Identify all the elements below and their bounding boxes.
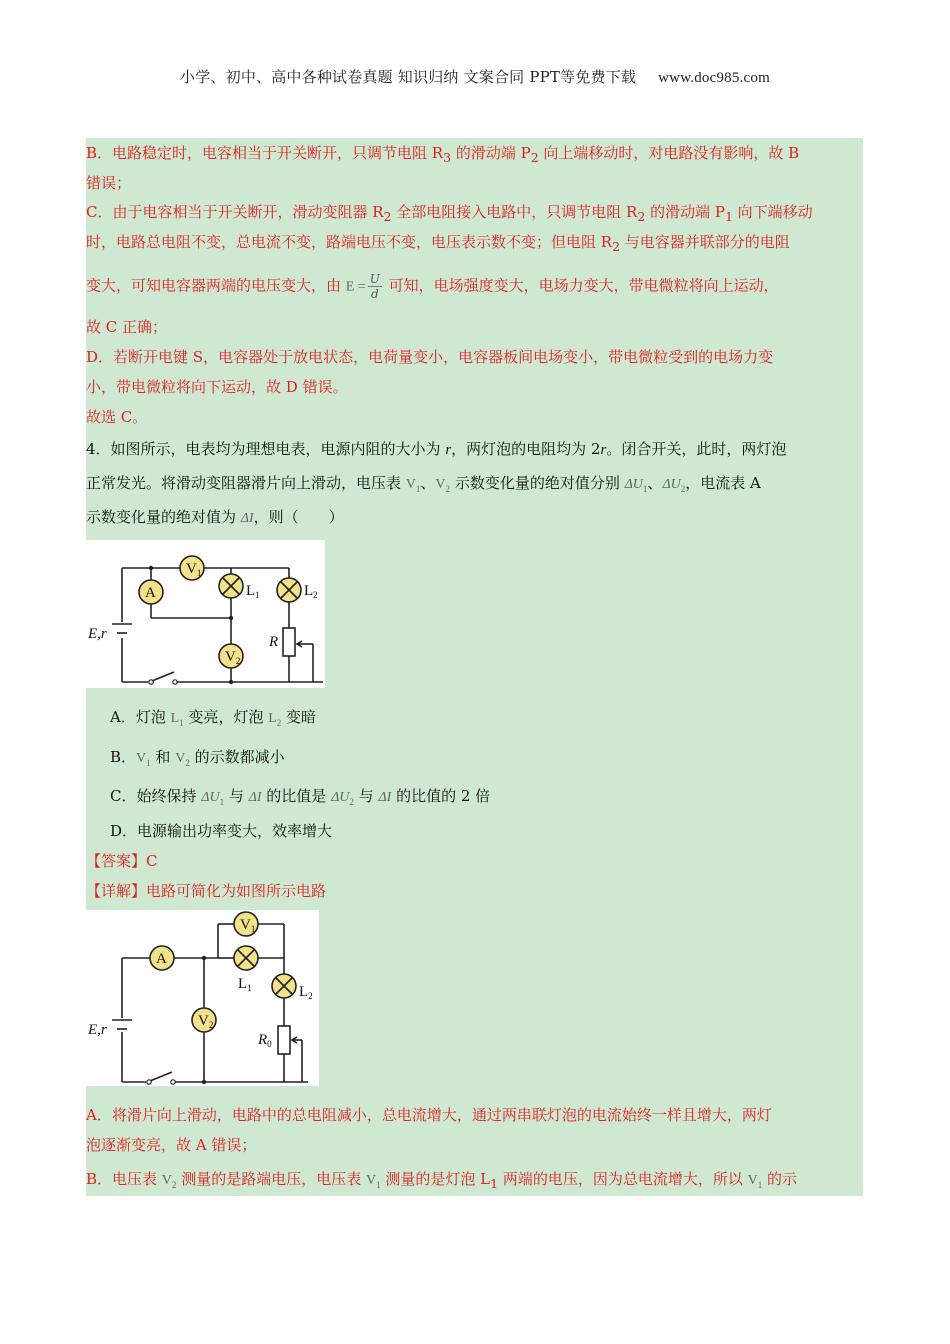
svg-text:R: R xyxy=(269,634,279,650)
exp-b-line1: B．电压表 $V_2$ 测量的是路端电压，电压表 $V_1$ 测量的是灯泡 $L_1$ 两端的电压，因为总电流增大，所以 $V_1$ 的示 xyxy=(86,1170,797,1191)
svg-text:R0: $R_0$ xyxy=(258,1032,272,1049)
q4-option-a[interactable]: A．灯泡 $L_1$ 变亮，灯泡 $L_2$ 变暗 xyxy=(110,708,317,728)
svg-text:L2: $L_2$ xyxy=(304,583,318,600)
exp-a-line2: 泡逐渐变亮，故 A 错误； xyxy=(86,1136,257,1154)
circuit-figure-1 xyxy=(86,540,325,688)
q4-answer: 【答案】C xyxy=(86,852,158,870)
circuit-diagram-1 xyxy=(86,540,325,688)
svg-text:V2: $V_2$ xyxy=(225,649,241,666)
header-text: 小学、初中、高中各种试卷真题 知识归纳 文案合同 PPT等免费下载 xyxy=(180,68,637,86)
prev-c-line3: 变大，可知电容器两端的电压变大，由 E = $\frac{U}{d}$ 可知，电场强度变大，电场力变大，带电微粒将向上运动， xyxy=(86,272,779,301)
prev-d-line2: 小，带电微粒将向下运动，故 D 错误。 xyxy=(86,378,348,396)
q4-line3: 示数变化量的绝对值为 ΔI，则（ ） xyxy=(86,508,344,526)
circuit-diagram-2 xyxy=(86,910,319,1086)
header-site: www.doc985.com xyxy=(658,70,770,86)
q4-line2: 正常发光。将滑动变阻器滑片向上滑动，电压表 $V_1$、$V_2$ 示数变化量的绝对值分别 $\Delta U_1$、$\Delta U_2$，电流表 A xyxy=(86,474,761,494)
svg-text:E,r: E,r xyxy=(88,626,107,642)
page-header xyxy=(0,66,950,87)
exp-a-line1: A．将滑片向上滑动，电路中的总电阻减小，总电流增大，通过两串联灯泡的电流始终一样且增大，两灯 xyxy=(86,1106,772,1124)
q4-detail: 【详解】电路可简化为如图所示电路 xyxy=(86,882,327,900)
q4-line1: 4．如图所示，电表均为理想电表，电源内阻的大小为 r，两灯泡的电阻均为 2r。闭合开关，此时，两灯泡 xyxy=(86,440,787,458)
svg-text:V1: $V_1$ xyxy=(240,917,256,934)
prev-b-line1: B．电路稳定时，电容相当于开关断开，只调节电阻 $R_3$ 的滑动端 $P_2$ 向上端移动时，对电路没有影响，故 B xyxy=(86,144,800,165)
q4-option-d[interactable]: D．电源输出功率变大，效率增大 xyxy=(110,822,333,840)
svg-text:E,r: E,r xyxy=(88,1022,107,1038)
svg-text:A: A xyxy=(156,951,167,967)
formula-e: E = xyxy=(345,279,366,295)
prev-c-line4: 故 C 正确； xyxy=(86,318,168,336)
prev-c-line1: C．由于电容相当于开关断开，滑动变阻器 $R_2$ 全部电阻接入电路中，只调节电阻 $R_2$ 的滑动端 $P_1$ 向下端移动 xyxy=(86,203,813,224)
highlighted-content xyxy=(86,138,863,1196)
svg-text:V1: $V_1$ xyxy=(186,561,202,578)
svg-text:L2: $L_2$ xyxy=(299,984,313,1001)
prev-d-line1: D．若断开电键 S，电容器处于放电状态，电荷量变小，电容器板间电场变小，带电微粒受到的电场力变 xyxy=(86,348,774,366)
circuit-figure-2 xyxy=(86,910,319,1086)
q4-option-c[interactable]: C．始终保持 $\Delta U_1$ 与 ΔI 的比值是 $\Delta U_2$ 与 ΔI 的比值的 2 倍 xyxy=(110,787,491,807)
svg-text:A: A xyxy=(145,585,156,601)
formula-fraction: $\frac{U}{d}$ xyxy=(369,272,380,301)
svg-text:L1: $L_1$ xyxy=(238,976,252,993)
q4-option-b[interactable]: B．$V_1$ 和 $V_2$ 的示数都减小 xyxy=(110,748,285,768)
svg-text:L1: $L_1$ xyxy=(246,583,260,600)
prev-select: 故选 C。 xyxy=(86,408,148,426)
svg-text:V2: $V_2$ xyxy=(198,1013,214,1030)
prev-b-line2: 错误； xyxy=(86,174,132,192)
prev-c-line2: 时，电路总电阻不变，总电流不变，路端电压不变，电压表示数不变；但电阻 $R_2$ 与电容器并联部分的电阻 xyxy=(86,233,790,254)
